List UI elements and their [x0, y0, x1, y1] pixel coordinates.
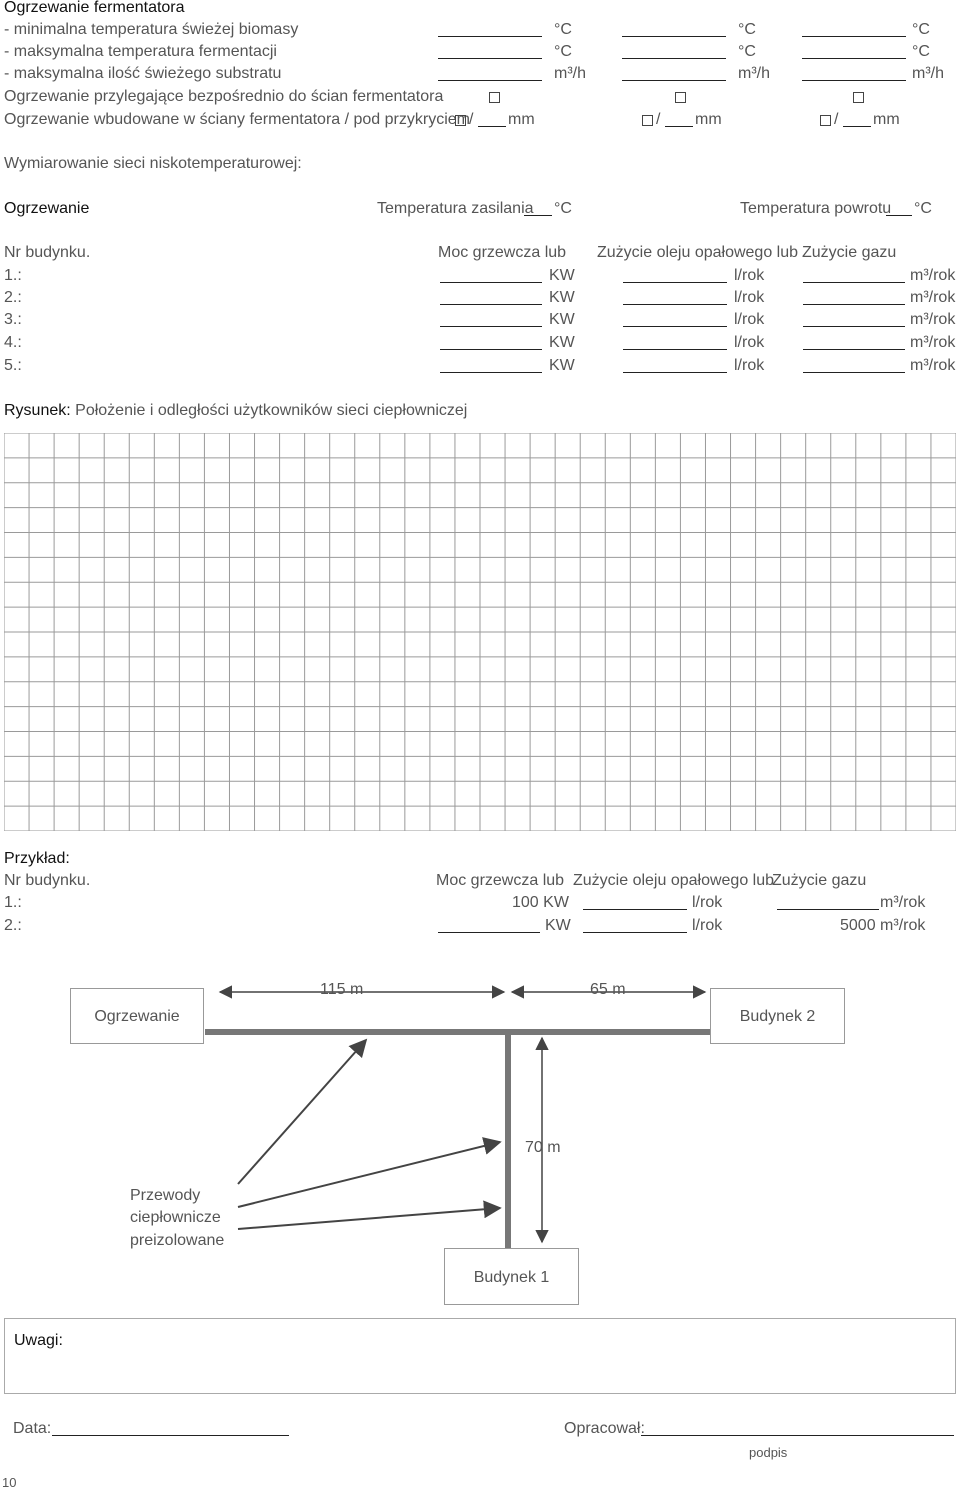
heating-built-in-label: Ogrzewanie wbudowane w ściany fermentatora / pod przykryciem — [4, 111, 470, 128]
example-col-heating-power: Moc grzewcza lub — [436, 872, 565, 889]
max-temp-field-2[interactable] — [622, 58, 726, 59]
example-row2-oil-unit: l/rok — [692, 917, 723, 934]
col-heating-power: Moc grzewcza lub — [438, 244, 567, 261]
heating-adjacent-label: Ogrzewanie przylegające bezpośrednio do ścian fermentatora — [4, 88, 444, 105]
prepared-by-label: Opracował: — [564, 1420, 645, 1437]
built-in-mm-field-1[interactable] — [478, 126, 506, 127]
kw-unit: KW — [549, 267, 575, 284]
oil-field-5[interactable] — [623, 372, 727, 373]
drawing-grid[interactable] — [4, 433, 956, 831]
power-field-1[interactable] — [440, 282, 542, 283]
building-2-box — [710, 988, 845, 1044]
oil-unit: l/rok — [734, 311, 765, 328]
max-substrate-unit-2: m³/h — [738, 65, 770, 82]
slash-2: / — [656, 111, 661, 128]
heating-built-in-checkbox-1[interactable] — [455, 115, 466, 126]
gas-unit: m³/rok — [910, 289, 956, 306]
building-row-nr: 2.: — [4, 289, 22, 306]
built-in-mm-field-2[interactable] — [665, 126, 693, 127]
example-col-oil-consumption: Zużycie oleju opałowego lub — [573, 872, 775, 889]
min-temp-unit-3: °C — [912, 21, 930, 38]
oil-field-1[interactable] — [623, 282, 727, 283]
kw-unit: KW — [549, 311, 575, 328]
return-temp-unit: °C — [914, 200, 932, 217]
example-row1-power: 100 KW — [512, 894, 569, 911]
heating-source-label: Ogrzewanie — [94, 1008, 180, 1025]
supply-temp-field[interactable] — [524, 215, 552, 216]
pipes-label-line-1: Przewody — [130, 1187, 201, 1204]
mm-unit-1: mm — [508, 111, 535, 128]
max-substrate-field-3[interactable] — [802, 80, 906, 81]
col-oil-consumption: Zużycie oleju opałowego lub — [597, 244, 799, 261]
oil-field-3[interactable] — [623, 326, 727, 327]
max-temp-unit-2: °C — [738, 43, 756, 60]
pointer-arrow-2 — [238, 1142, 500, 1207]
date-field[interactable] — [52, 1435, 289, 1436]
example-row1-oil-field — [583, 909, 687, 910]
gas-field-1[interactable] — [803, 282, 905, 283]
heating-adjacent-checkbox-2[interactable] — [675, 92, 686, 103]
example-row2-power-unit: KW — [545, 917, 571, 934]
kw-unit: KW — [549, 289, 575, 306]
min-temp-unit-2: °C — [738, 21, 756, 38]
pointer-arrow-3 — [238, 1208, 500, 1229]
building-row-nr: 3.: — [4, 311, 22, 328]
example-row1-gas-field — [777, 909, 879, 910]
mm-unit-3: mm — [873, 111, 900, 128]
max-substrate-unit-1: m³/h — [554, 65, 586, 82]
gas-unit: m³/rok — [910, 311, 956, 328]
fermentor-title: Ogrzewanie fermentatora — [4, 0, 185, 16]
kw-unit: KW — [549, 357, 575, 374]
example-col-gas-consumption: Zużycie gazu — [772, 872, 867, 889]
example-col-building-nr: Nr budynku. — [4, 872, 91, 889]
heating-adjacent-checkbox-1[interactable] — [489, 92, 500, 103]
return-temp-field[interactable] — [886, 215, 912, 216]
gas-field-3[interactable] — [803, 326, 905, 327]
building-1-label: Budynek 1 — [473, 1269, 550, 1286]
page-number: 10 — [2, 1475, 17, 1490]
building-row-nr: 5.: — [4, 357, 22, 374]
oil-unit: l/rok — [734, 334, 765, 351]
max-temp-label: - maksymalna temperatura fermentacji — [4, 43, 277, 60]
min-temp-field-2[interactable] — [622, 36, 726, 37]
building-row-nr: 1.: — [4, 267, 22, 284]
gas-field-2[interactable] — [803, 304, 905, 305]
min-temp-label: - minimalna temperatura świeżej biomasy — [4, 21, 299, 38]
max-temp-field-3[interactable] — [802, 58, 906, 59]
gas-unit: m³/rok — [910, 357, 956, 374]
min-temp-field-3[interactable] — [802, 36, 906, 37]
col-gas-consumption: Zużycie gazu — [802, 244, 897, 261]
max-temp-field-1[interactable] — [438, 58, 542, 59]
building-1-box — [444, 1248, 579, 1305]
supply-temp-unit: °C — [554, 200, 572, 217]
heating-source-box — [70, 988, 204, 1044]
gas-unit: m³/rok — [910, 334, 956, 351]
gas-unit: m³/rok — [910, 267, 956, 284]
example-row1-gas-unit: m³/rok — [880, 894, 926, 911]
oil-unit: l/rok — [734, 289, 765, 306]
pipes-label-line-2: ciepłownicze — [130, 1209, 221, 1226]
network-heating-label: Ogrzewanie — [4, 200, 90, 217]
oil-unit: l/rok — [734, 357, 765, 374]
gas-field-4[interactable] — [803, 349, 905, 350]
max-substrate-label: - maksymalna ilość świeżego substratu — [4, 65, 282, 82]
drawing-caption-text: Położenie i odległości użytkowników sieci ciepłowniczej — [75, 402, 468, 419]
oil-unit: l/rok — [734, 267, 765, 284]
power-field-5[interactable] — [440, 372, 542, 373]
example-row2-oil-field — [583, 932, 687, 933]
max-temp-unit-3: °C — [912, 43, 930, 60]
pointer-arrow-1 — [238, 1040, 366, 1184]
example-row-nr: 2.: — [4, 917, 22, 934]
distance-115-label: 115 m — [320, 981, 364, 998]
min-temp-field-1[interactable] — [438, 36, 542, 37]
example-row2-gas: 5000 m³/rok — [840, 917, 926, 934]
distance-70-label: 70 m — [525, 1139, 561, 1156]
oil-field-4[interactable] — [623, 349, 727, 350]
signature-label: podpis — [749, 1445, 788, 1460]
heating-built-in-checkbox-2[interactable] — [642, 115, 653, 126]
drawing-label: Rysunek: — [4, 402, 71, 419]
kw-unit: KW — [549, 334, 575, 351]
mm-unit-2: mm — [695, 111, 722, 128]
heating-built-in-checkbox-3[interactable] — [820, 115, 831, 126]
power-field-3[interactable] — [440, 326, 542, 327]
prepared-by-field[interactable] — [641, 1435, 954, 1436]
example-row-nr: 1.: — [4, 894, 22, 911]
example-row2-power-field — [438, 932, 540, 933]
max-substrate-field-2[interactable] — [622, 80, 726, 81]
heating-adjacent-checkbox-3[interactable] — [853, 92, 864, 103]
max-temp-unit-1: °C — [554, 43, 572, 60]
notes-box[interactable] — [4, 1318, 956, 1394]
example-title: Przykład: — [4, 850, 70, 867]
date-label: Data: — [13, 1420, 52, 1437]
oil-field-2[interactable] — [623, 304, 727, 305]
notes-label: Uwagi: — [14, 1332, 63, 1349]
return-temp-label: Temperatura powrotu — [740, 200, 892, 217]
min-temp-unit-1: °C — [554, 21, 572, 38]
pipes-label-line-3: preizolowane — [130, 1232, 225, 1249]
building-row-nr: 4.: — [4, 334, 22, 351]
drawing-caption — [4, 401, 467, 421]
built-in-mm-field-3[interactable] — [843, 126, 871, 127]
gas-field-5[interactable] — [803, 372, 905, 373]
slash-3: / — [834, 111, 839, 128]
slash-1: / — [469, 111, 474, 128]
network-title: Wymiarowanie sieci niskotemperaturowej: — [4, 155, 302, 172]
example-row1-oil-unit: l/rok — [692, 894, 723, 911]
distance-65-label: 65 m — [590, 981, 626, 998]
max-substrate-field-1[interactable] — [438, 80, 542, 81]
power-field-4[interactable] — [440, 349, 542, 350]
power-field-2[interactable] — [440, 304, 542, 305]
building-2-label: Budynek 2 — [739, 1008, 816, 1025]
col-building-nr: Nr budynku. — [4, 244, 91, 261]
max-substrate-unit-3: m³/h — [912, 65, 944, 82]
supply-temp-label: Temperatura zasilania — [377, 200, 534, 217]
